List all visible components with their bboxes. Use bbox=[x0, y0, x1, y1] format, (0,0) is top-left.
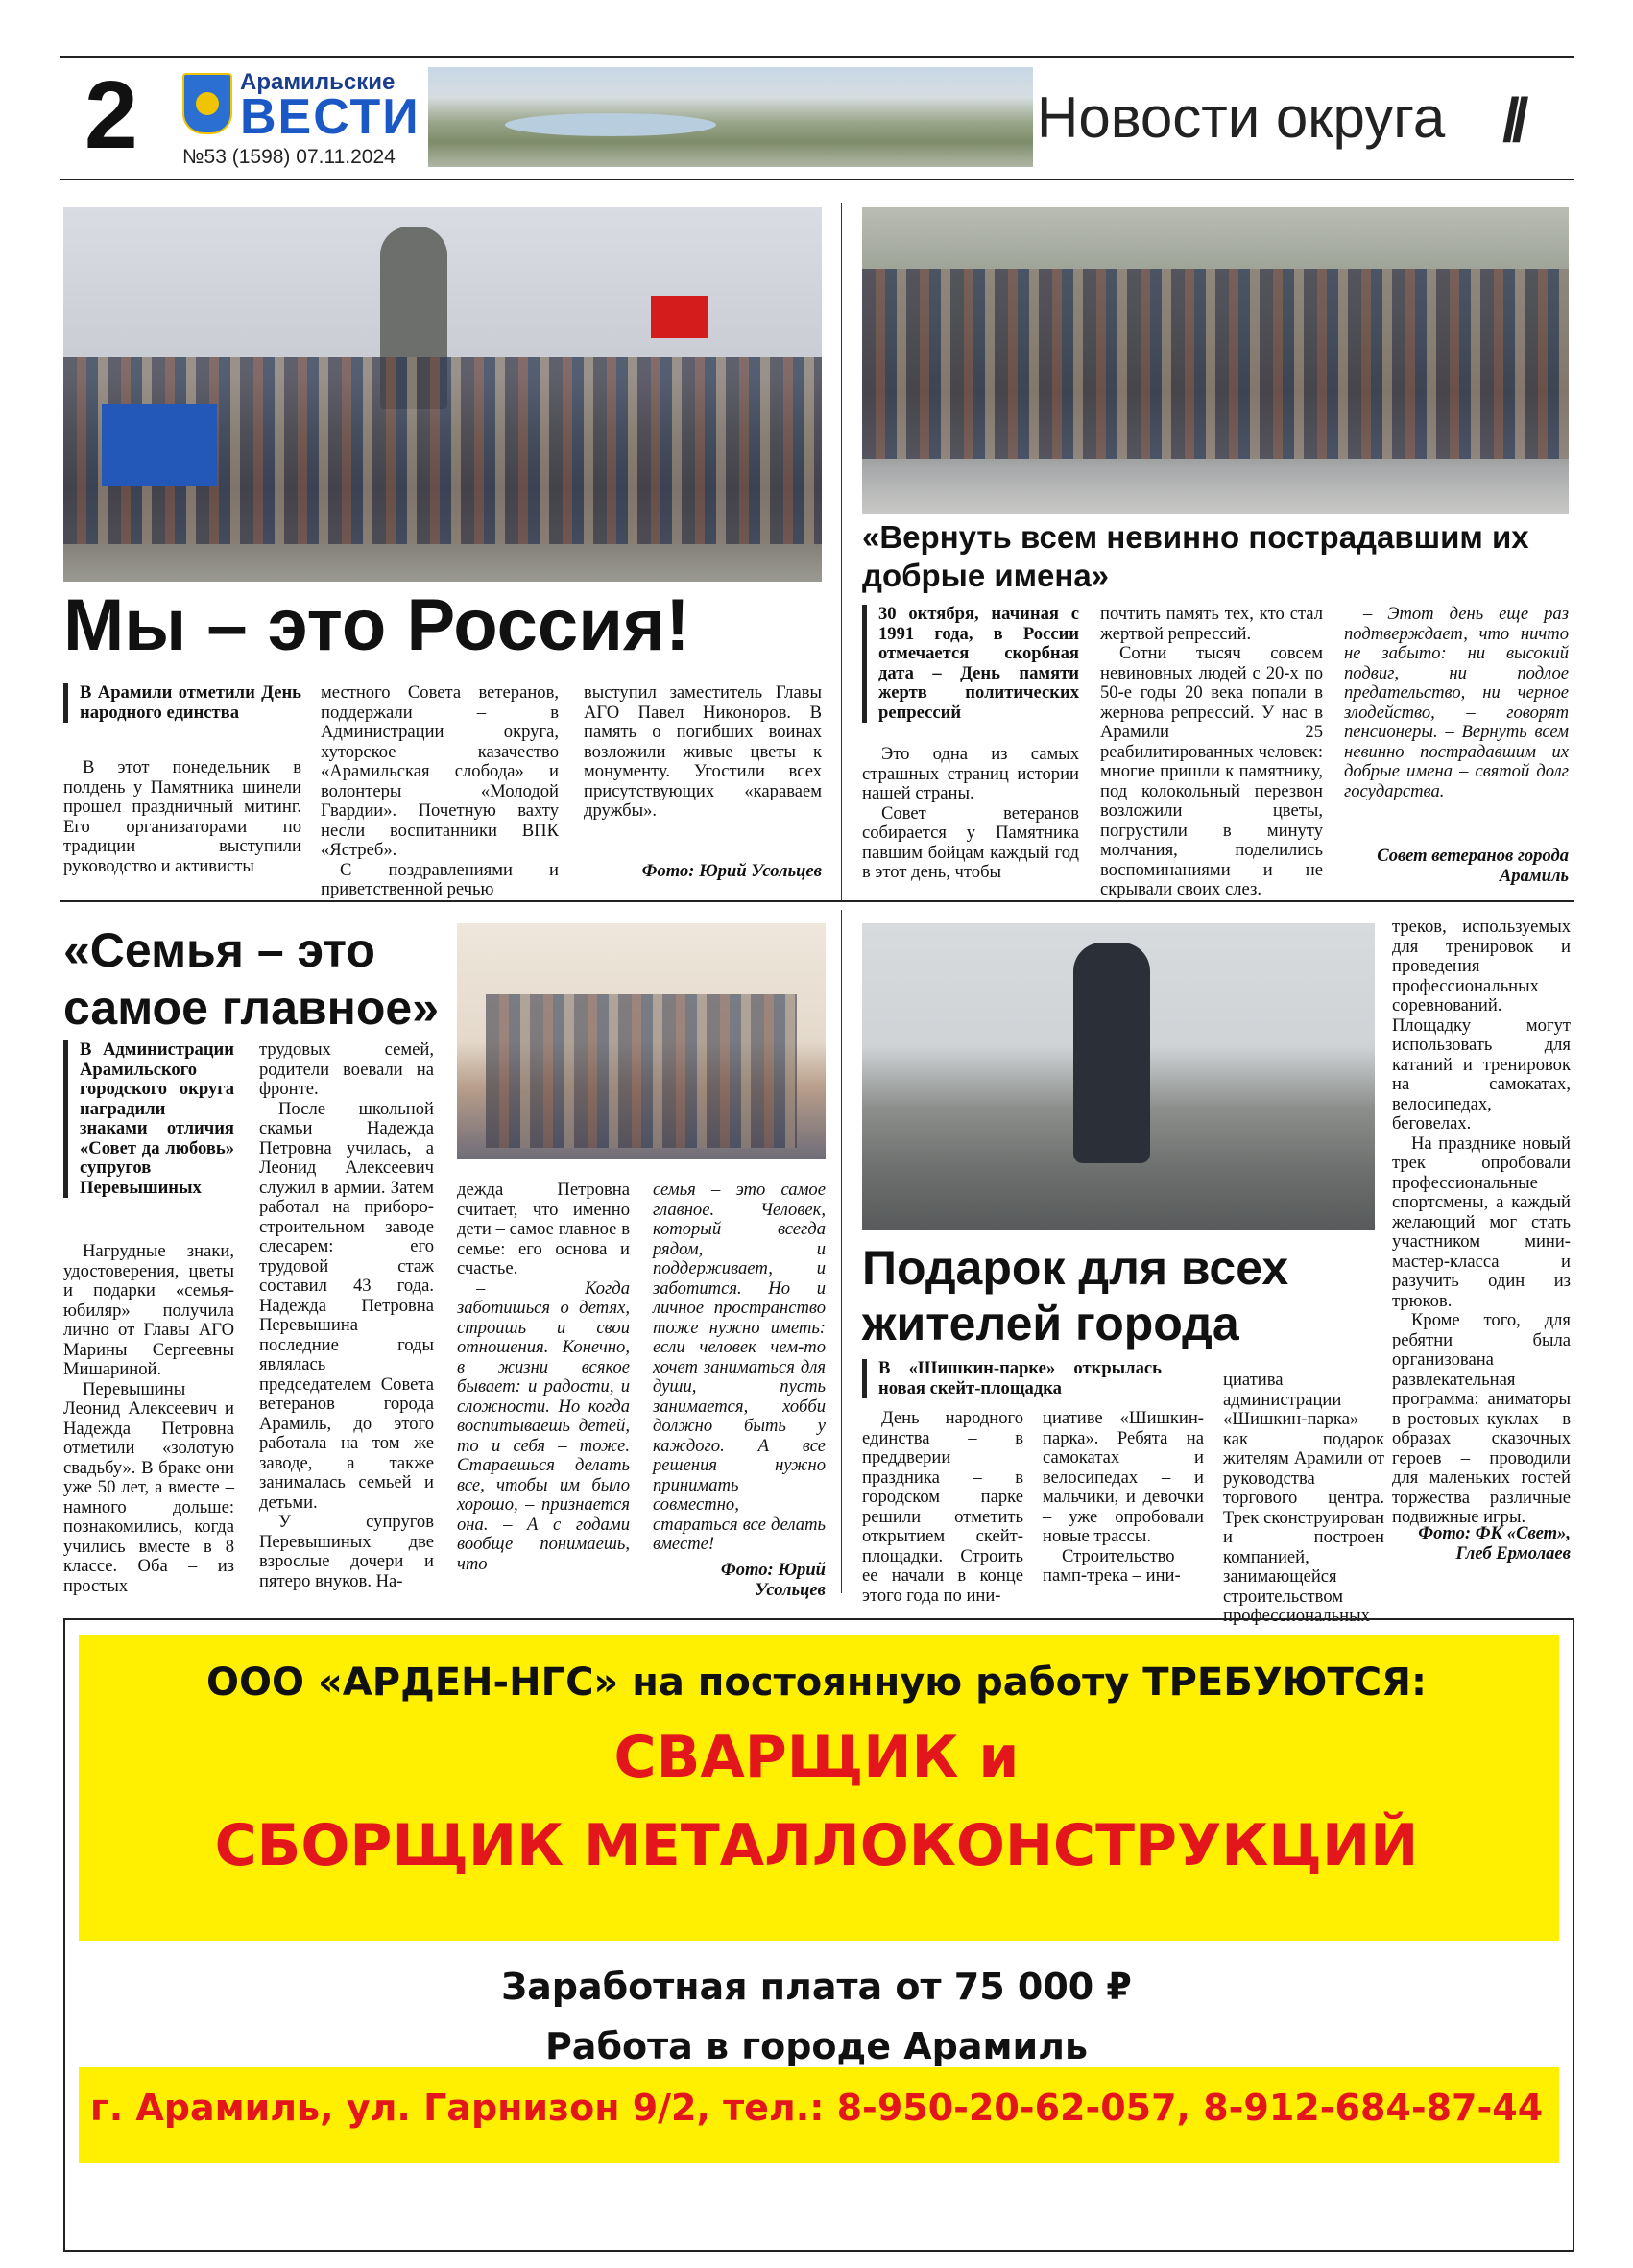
article1-col1-p: В этот понедельник в полдень у Памятника шинели прошел праздничный митинг. Его организаторами по традиции выступили руководство и активисты bbox=[63, 757, 301, 876]
article1-photo-credit: Фото: Юрий Усольцев bbox=[641, 861, 822, 881]
article3-col2-p3: У супругов Перевышиных две взрослые дочери и пятеро внуков. На- bbox=[259, 1512, 434, 1591]
issue-number: №53 (1598) 07.11.2024 bbox=[182, 146, 396, 168]
headline-russia: Мы – это Россия! bbox=[63, 585, 690, 666]
ad-location: Работа в городе Арамиль bbox=[544, 2025, 1089, 2067]
article3-col3-p1: дежда Петровна считает, что именно дети – самое главное в семье: его основа и счастье. bbox=[457, 1180, 630, 1278]
article1-col2-p1: местного Совета ветеранов, поддержали – в Администрации округа, хуторское казачество «Арамильская слобода» и волонтеры «Молодой Гвардии». Почетную вахту несли воспитанники ВПК «Ястреб». bbox=[321, 682, 559, 860]
newspaper-logo bbox=[182, 69, 422, 169]
ad-contacts: г. Арамиль, ул. Гарнизон 9/2, тел.: 8-950-20-62-057, 8-912-684-87-44 bbox=[89, 2087, 1544, 2129]
award-group bbox=[486, 994, 797, 1148]
logo-small-text: Арамильские bbox=[240, 69, 396, 95]
ad-job-assembler: СБОРЩИК МЕТАЛЛОКОНСТРУКЦИЙ bbox=[214, 1812, 1419, 1879]
header-bottom-rule bbox=[60, 179, 1574, 180]
article3-col2 bbox=[259, 1040, 434, 1591]
article3-col4 bbox=[653, 1181, 826, 1555]
column-divider bbox=[841, 203, 842, 902]
article3-col3 bbox=[457, 1181, 630, 1574]
article1-col2-p2: С поздравлениями и приветственной речью bbox=[321, 859, 559, 899]
article2-lead: 30 октября, начиная с 1991 года, в России отмечается скорбная дата – День памяти жертв политических репрессий bbox=[862, 605, 1079, 723]
article2-col2-p2: Сотни тысяч совсем невиновных людей с 20-х по 50-е годы 20 века попали в жернова репрессий. У нас в Арамили 25 реабилитированных человек: многие пришли к памятнику, под колокольный перезвон возложили цветы, погрустили в минуту молчания, поделились воспоминаниями и не скрывали своих слез. bbox=[1100, 643, 1323, 899]
family-award-photo bbox=[457, 923, 826, 1159]
article4-col3 bbox=[1223, 1371, 1384, 1627]
article4-col4-p3: Кроме того, для ребятни была организована развлекательная программа: аниматоры в ростовых куклах – в образах сказочных героев – проводили для маленьких гостей торжества различные подвижные игры. bbox=[1392, 1310, 1571, 1527]
article4-col1 bbox=[862, 1409, 1023, 1606]
article4-col4-p2: На празднике новый трек опробовали профессиональные спортсмены, а каждый желающий мог стать участником мини-мастер-класса и разучить один из трюков. bbox=[1392, 1133, 1571, 1311]
section-divider bbox=[60, 900, 1574, 902]
article3-col2-p2: После школьной скамьи Надежда Петровна училась, а Леонид Алексеевич служил в армии. Затем работал на приборо-строительном заводе слесарем: его трудовой стаж составил 43 года. Надежда Петровна Перевышина последние годы являлась председателем Совета ветеранов города Арамиль, до этого работала на том же заводе, а также занималась семьей и детьми. bbox=[259, 1098, 434, 1513]
headline-family bbox=[63, 921, 439, 1037]
article2-signature: Совет ветеранов города Арамиль bbox=[1377, 846, 1569, 886]
ad-company-line: ООО «АРДЕН-НГС» на постоянную работу ТРЕБУЮТСЯ: bbox=[206, 1660, 1427, 1705]
skatepark-photo bbox=[862, 923, 1375, 1230]
section-slashes: // bbox=[1502, 85, 1522, 155]
article3-col2-p1: трудовых семей, родители воевали на фронте. bbox=[259, 1039, 434, 1099]
veterans-group bbox=[862, 269, 1569, 459]
article4-col2-p2: Строительство памп-трека – ини- bbox=[1043, 1545, 1181, 1586]
article2-col2-p1: почтить память тех, кто стал жертвой репрессий. bbox=[1100, 604, 1323, 644]
article1-col3 bbox=[584, 683, 822, 822]
article4-photo-credit: Фото: ФК «Свет», Глеб Ермолаев bbox=[1418, 1523, 1571, 1564]
scooter-rider bbox=[1073, 943, 1150, 1163]
column-divider-2 bbox=[841, 910, 842, 1593]
article4-col4-p1: треков, используемых для тренировок и проведения профессиональных соревнований. Площадку могут использовать для катаний и тренировок на самокатах, велосипедах, беговелах. bbox=[1392, 917, 1571, 1134]
article2-col1 bbox=[862, 745, 1079, 883]
article4-col1-p: День народного единства – в преддверии праздника – в городском парке решили отметить открытием скейт-площадки. Строить ее начали в конце этого года по ини- bbox=[862, 1408, 1023, 1606]
article4-col3-p: циатива администрации «Шишкин-парка» как подарок жителям Арамили от руководства торгового центра. Трек сконструирован и построен компанией, занимающейся строительством профессиональных bbox=[1223, 1370, 1384, 1626]
headline-gift bbox=[862, 1240, 1288, 1351]
page-number: 2 bbox=[84, 61, 138, 169]
article2-col2 bbox=[1100, 605, 1323, 900]
article4-col2 bbox=[1043, 1409, 1204, 1587]
header-banner-photo bbox=[428, 67, 1033, 167]
article3-col1 bbox=[63, 1242, 234, 1596]
headline-family-line2: самое главное» bbox=[63, 981, 440, 1035]
headline-names: «Вернуть всем невинно пострадавшим их добрые имена» bbox=[862, 519, 1529, 593]
article3-photo-credit: Фото: Юрий Усольцев bbox=[720, 1560, 826, 1600]
article4-col2-p1: циативе «Шишкин-парка». Ребята на самокатах и велосипедах – и мальчики, и девочки – уже опробовали новые трассы. bbox=[1043, 1408, 1204, 1546]
header-top-rule bbox=[60, 56, 1574, 58]
article1-col3-p: выступил заместитель Главы АГО Павел Никоноров. В память о погибших воинах возложили живые цветы к монументу. Угостили всех присутствующих «караваем дружбы». bbox=[584, 682, 822, 821]
article4-lead: В «Шишкин-парке» открылась новая скейт-площадка bbox=[862, 1359, 1162, 1398]
ad-job-welder: СВАРЩИК и bbox=[613, 1724, 1020, 1791]
article1-col2 bbox=[321, 683, 559, 900]
coat-of-arms-icon bbox=[182, 73, 232, 134]
article2-col1-p1: Это одна из самых страшных страниц истории нашей страны. bbox=[862, 744, 1079, 803]
article3-col4-p: семья – это самое главное. Человек, который всегда рядом, и поддерживает, и заботится. Но и личное пространство тоже нужно иметь: если человек чем-то хочет заниматься для души, пусть занимается, хобби должно быть у каждого. А все решения нужно принимать совместно, стараться все делать вместе! bbox=[653, 1180, 826, 1554]
ad-salary: Заработная плата от 75 000 ₽ bbox=[501, 1966, 1132, 2008]
section-title: Новости округа bbox=[1037, 85, 1446, 150]
headline-gift-line1: Подарок для всех bbox=[862, 1241, 1289, 1295]
article3-col1-p1: Нагрудные знаки, удостоверения, цветы и подарки «семья-юбиляр» получила лично от Главы АГО Марины Сергеевны Мишариной. bbox=[63, 1241, 234, 1379]
article2-col3-p: – Этот день еще раз подтверждает, что ничто не забыто: ни высокий подвиг, ни подлое предательство, ни черное злодейство, – говорят пенсионеры. – Вернуть всем невинно пострадавшим их добрые имена – святой долг государства. bbox=[1344, 604, 1569, 801]
article2-col3 bbox=[1344, 605, 1569, 801]
logo-big-text: ВЕСТИ bbox=[240, 89, 420, 145]
memorial-photo bbox=[862, 207, 1569, 514]
article3-lead: В Администрации Арамильского городского округа наградили знаками отличия «Совет да любовь» супругов Перевышиных bbox=[63, 1040, 234, 1198]
article1-col1 bbox=[63, 758, 301, 876]
article3-col3-p2: – Когда заботишься о детях, строишь и свои отношения. Конечно, в жизни всякое бывает: и радости, и сложности. Но когда воспитываешь детей, то и себя – тоже. Стараешься делать все, чтобы им было хорошо, – признается она. – А с годами вообще понимаешь, что bbox=[457, 1277, 630, 1574]
article2-col1-p2: Совет ветеранов собирается у Памятника павшим бойцам каждый год в этот день, чтобы bbox=[862, 802, 1079, 882]
article1-lead: В Арамили отметили День народного единства bbox=[63, 683, 301, 723]
headline-family-line1: «Семья – это bbox=[63, 923, 375, 977]
vpk-banner bbox=[102, 404, 217, 486]
rally-photo bbox=[63, 207, 822, 582]
article3-col1-p2: Перевышины Леонид Алексеевич и Надежда Петровна отметили «золотую свадьбу». В браке они уже 50 лет, а вместе – намного дольше: познакомились, когда учились вместе в 8 классе. Оба – из простых bbox=[63, 1378, 234, 1596]
article4-col4 bbox=[1392, 918, 1571, 1528]
red-flag bbox=[651, 296, 708, 338]
headline-gift-line2: жителей города bbox=[862, 1297, 1239, 1350]
